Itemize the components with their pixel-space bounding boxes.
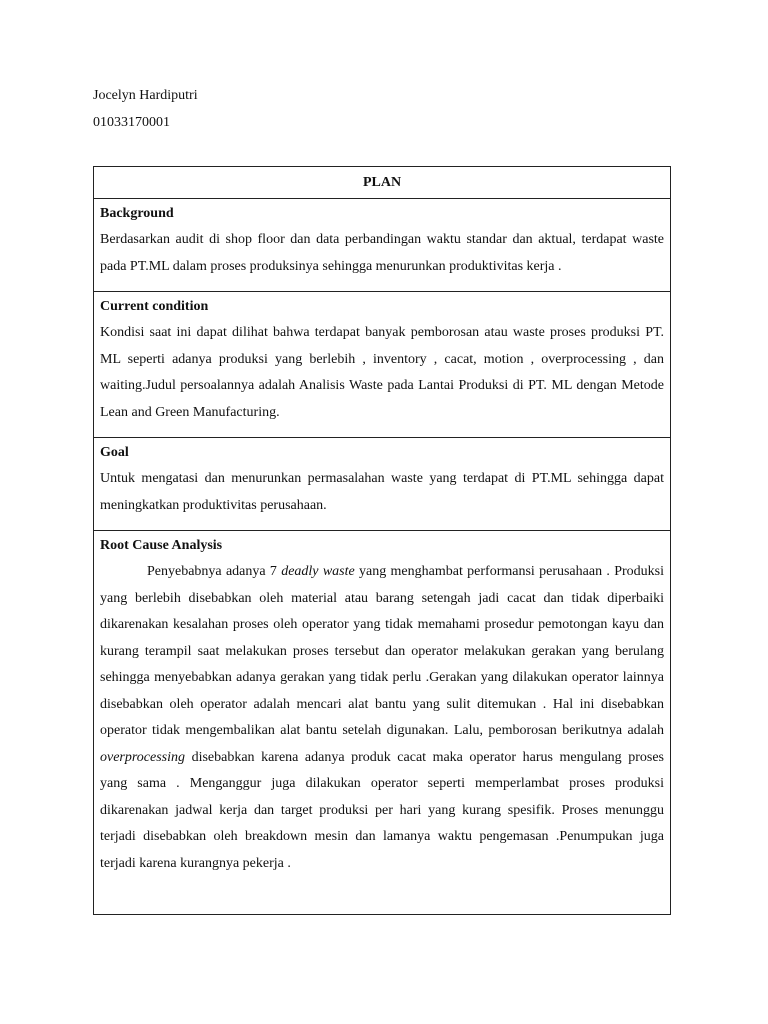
student-id: 01033170001 <box>93 115 170 130</box>
background-heading: Background <box>100 206 174 221</box>
goal-section <box>94 437 670 530</box>
author-name: Jocelyn Hardiputri <box>93 88 198 103</box>
plan-title: PLAN <box>362 175 402 190</box>
plan-table <box>93 166 671 915</box>
root-cause-part-3: disebabkan karena adanya produk cacat maka operator harus mengulang proses yang sama . Menganggur juga dilakukan operator seperti memperlambat proses produksi dikarenakan jadwal kerja dan target produksi per hari yang kurang spesifik. Proses menunggu terjadi disebabkan oleh breakdown mesin dan lamanya waktu pengemasan .Penumpukan juga terjadi karena kurangnya pekerja . <box>100 749 664 871</box>
goal-text: Untuk mengatasi dan menurunkan permasalahan waste yang terdapat di PT.ML sehingga dapat meningkatkan produktivitas perusahaan. <box>100 471 664 513</box>
current-condition-text: Kondisi saat ini dapat dilihat bahwa terdapat banyak pemborosan atau waste proses produksi PT. ML seperti adanya produksi yang berlebih , inventory , cacat, motion , overprocessing , dan waiting.Judul persoalannya adalah Analisis Waste pada Lantai Produksi di PT. ML dengan Metode Lean and Green Manufacturing. <box>100 325 664 420</box>
root-cause-part-2: yang menghambat performansi perusahaan . Produksi yang berlebih disebabkan oleh material atau barang setengah jadi cacat dan tidak diperbaiki dikarenakan kesalahan proses oleh operator yang tidak memahami prosedur pemotongan kayu dan kurang terampil saat melakukan proses tersebut dan operator melakukan gerakan yang berulang sehingga menyebabkan adanya gerakan yang tidak perlu .Gerakan yang dilakukan operator lainnya disebabkan oleh operator adalah mencari alat bantu yang sulit ditemukan . Hal ini disebabkan operator tidak mengembalikan alat bantu setelah digunakan. Lalu, pemborosan berikutnya adalah <box>100 564 664 738</box>
deadly-waste-term: deadly waste <box>281 564 355 579</box>
root-cause-part-1: Penyebabnya adanya 7 <box>147 564 282 579</box>
background-section <box>94 198 670 291</box>
background-text: Berdasarkan audit di shop floor dan data perbandingan waktu standar dan aktual, terdapat waste pada PT.ML dalam proses produksinya sehingga menurunkan produktivitas kerja . <box>100 232 664 274</box>
root-cause-text <box>100 559 664 877</box>
overprocessing-term: overprocessing <box>100 749 186 765</box>
goal-heading: Goal <box>100 445 129 460</box>
root-cause-heading: Root Cause Analysis <box>100 538 223 553</box>
current-condition-section <box>94 291 670 437</box>
root-cause-section <box>94 530 670 914</box>
current-condition-heading: Current condition <box>100 299 209 314</box>
